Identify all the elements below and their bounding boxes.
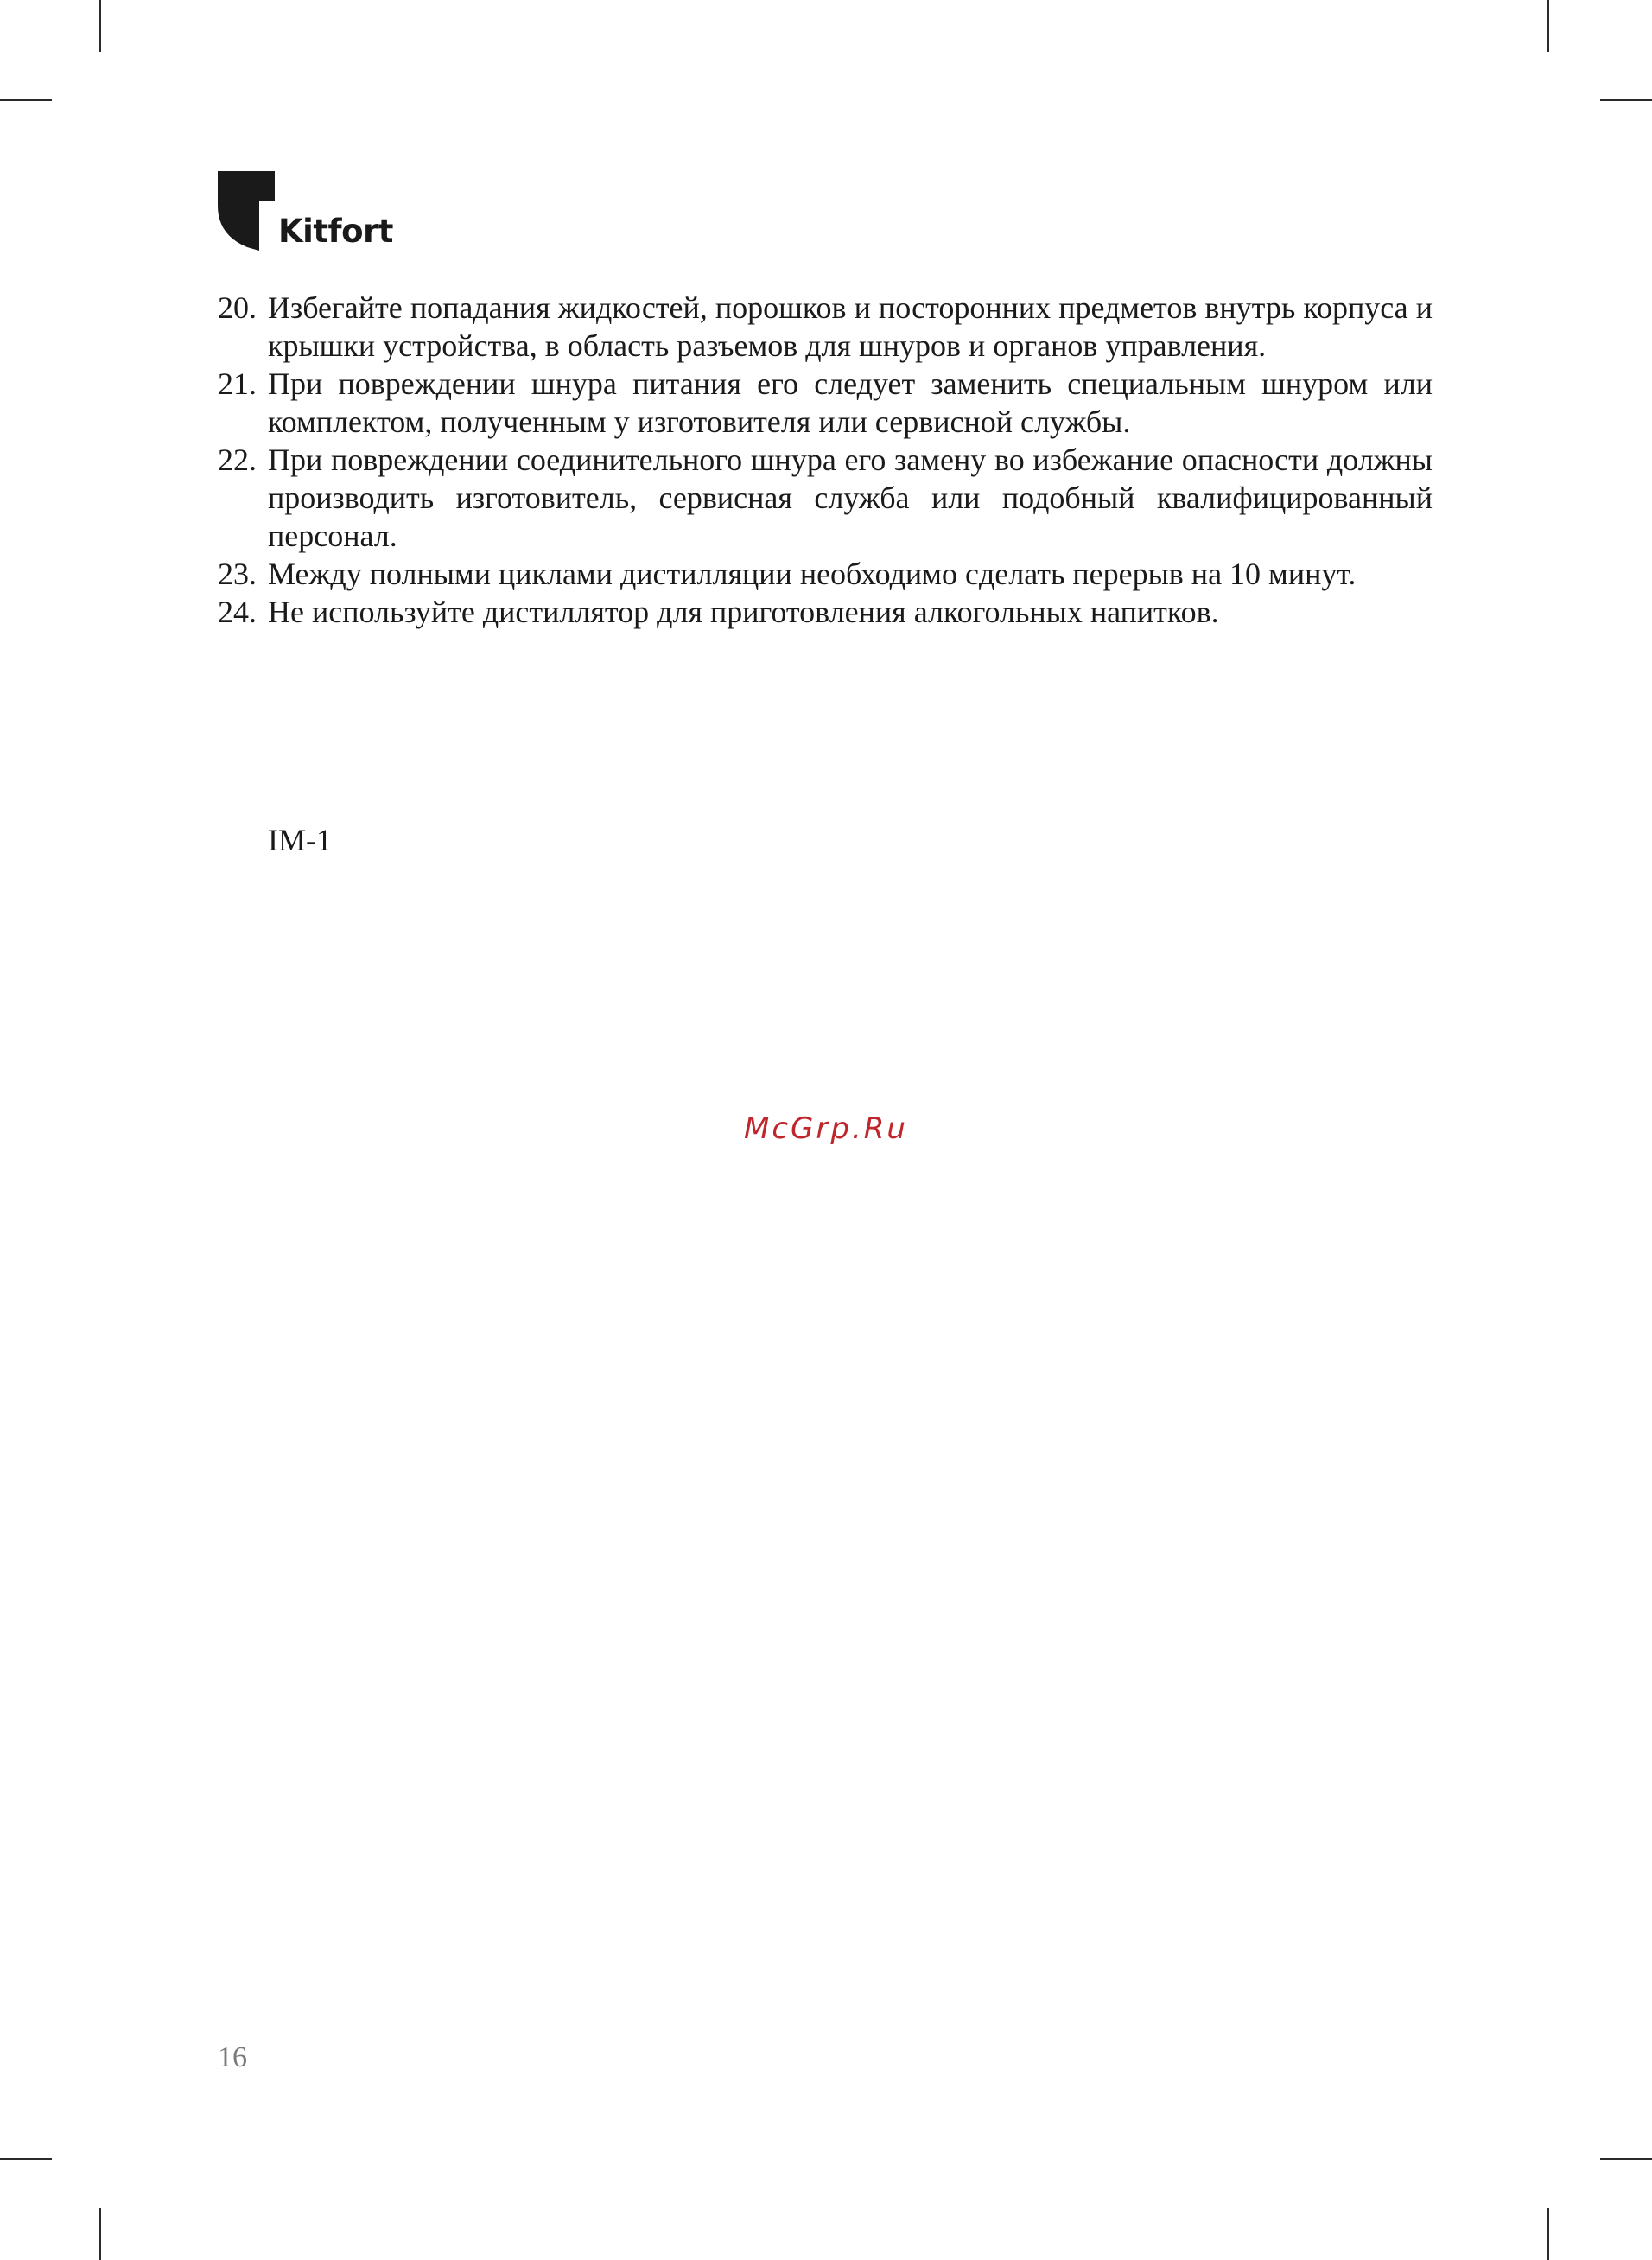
watermark-text: McGrp.Ru (744, 1111, 908, 1146)
crop-mark-bottom-right-horizontal (1600, 2158, 1652, 2160)
rule-text: Не используйте дистиллятор для приготовления алкогольных напитков. (268, 595, 1219, 629)
rule-item (218, 289, 1433, 365)
rule-text: Избегайте попадания жидкостей, порошков и посторонних предметов внутрь корпуса и крышки устройства, в область разъемов для шнуров и органов управления. (268, 290, 1433, 363)
rule-number: 21. (218, 366, 257, 401)
rule-item (218, 593, 1433, 631)
rule-text: При повреждении соединительного шнура его замену во избежание опасности должны производить изготовитель, сервисная служба или подобный квалифицированный персонал. (268, 442, 1433, 553)
rule-item (218, 441, 1433, 555)
rule-number: 23. (218, 557, 257, 591)
safety-rules-section (218, 289, 1433, 631)
safety-rules-list (218, 289, 1433, 631)
rule-number: 20. (218, 290, 257, 325)
rule-item (218, 365, 1433, 441)
rule-text: Между полными циклами дистилляции необходимо сделать перерыв на 10 минут. (268, 557, 1357, 591)
crop-mark-top-left-vertical (99, 0, 101, 52)
crop-mark-bottom-left-horizontal (0, 2158, 52, 2160)
rule-item (218, 555, 1433, 593)
crop-mark-bottom-right-vertical (1547, 2208, 1549, 2260)
kitfort-bracket-logo-icon (218, 171, 275, 251)
page-number: 16 (218, 2041, 247, 2073)
brand-logo (218, 168, 393, 251)
rule-text: При повреждении шнура питания его следует заменить специальным шнуром или комплектом, полученным у изготовителя или сервисной службы. (268, 366, 1433, 439)
crop-mark-top-left-horizontal (0, 99, 52, 101)
brand-name: Kitfort (278, 213, 393, 250)
crop-mark-bottom-left-vertical (99, 2208, 101, 2260)
crop-mark-top-right-vertical (1547, 0, 1549, 52)
rule-number: 24. (218, 595, 257, 629)
model-code: IM-1 (268, 823, 332, 857)
rule-number: 22. (218, 442, 257, 477)
crop-mark-top-right-horizontal (1600, 99, 1652, 101)
